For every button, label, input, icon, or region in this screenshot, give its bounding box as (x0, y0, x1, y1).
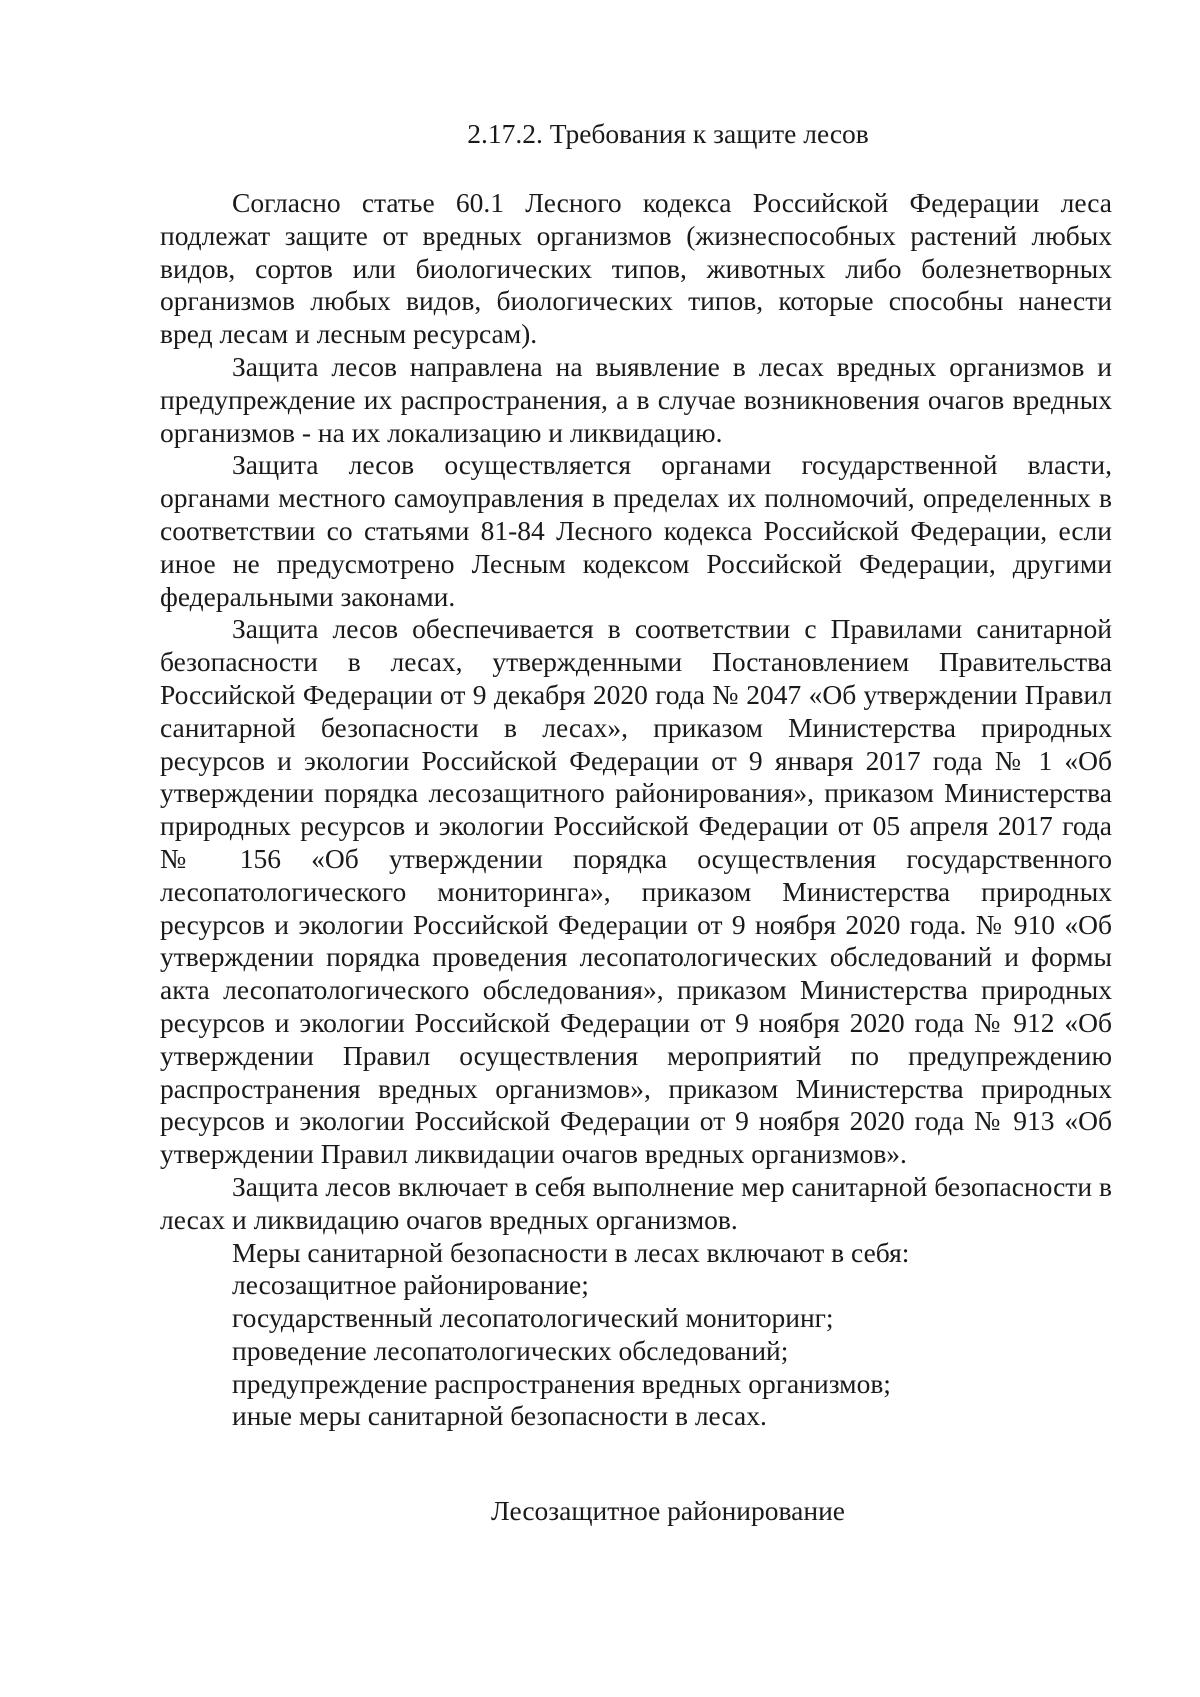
measures-list (160, 1237, 1112, 1434)
body-text (160, 187, 1112, 1433)
subsection-heading: Лесозащитное районирование (491, 1495, 845, 1526)
paragraph: Защита лесов обеспечивается в соответствии с Правилами санитарной безопасности в лесах, утвержденными Постановлением Правительства Российской Федерации от 9 декабря 2020 года № 2047 «Об утверждении Правил санитарной безопасности в лесах», приказом Министерства природных ресурсов и экологии Российской Федерации от 9 января 2017 года № 1 «Об утверждении порядка лесозащитного районирования», приказом Министерства природных ресурсов и экологии Российской Федерации от 05 апреля 2017 года № 156 «Об утверждении порядка осуществления государственного лесопатологического мониторинга», приказом Министерства природных ресурсов и экологии Российской Федерации от 9 ноября 2020 года. № 910 «Об утверждении порядка проведения лесопатологических обследований и формы акта лесопатологического обследования», приказом Министерства природных ресурсов и экологии Российской Федерации от 9 ноября 2020 года № 912 «Об утверждении Правил осуществления мероприятий по предупреждению распространения вредных организмов», приказом Министерства природных ресурсов и экологии Российской Федерации от 9 ноября 2020 года № 913 «Об утверждении Правил ликвидации очагов вредных организмов». (160, 613, 1112, 1170)
list-intro: Меры санитарной безопасности в лесах включают в себя: (232, 1236, 910, 1268)
list-item: иные меры санитарной безопасности в лесах. (232, 1400, 767, 1432)
paragraph: Защита лесов направлена на выявление в лесах вредных организмов и предупреждение их распространения, а в случае возникновения очагов вредных организмов - на их локализацию и ликвидацию. (160, 350, 1112, 448)
paragraph: Защита лесов включает в себя выполнение мер санитарной безопасности в лесах и ликвидацию очагов вредных организмов. (160, 1170, 1112, 1235)
list-item: проведение лесопатологических обследований; (232, 1334, 789, 1366)
paragraph: Согласно статье 60.1 Лесного кодекса Российской Федерации леса подлежат защите от вредных организмов (жизнеспособных растений любых видов, сортов или биологических типов, животных либо болезнетворных организмов любых видов, биологических типов, которые способны нанести вред лесам и лесным ресурсам). (160, 187, 1112, 350)
list-item: предупреждение распространения вредных организмов; (232, 1367, 891, 1399)
section-heading: 2.17.2. Требования к защите лесов (467, 118, 869, 149)
paragraph: Защита лесов осуществляется органами государственной власти, органами местного самоуправления в пределах их полномочий, определенных в соответствии со статьями 81-84 Лесного кодекса Российской Федерации, если иное не предусмотрено Лесным кодексом Российской Федерации, другими федеральными законами. (160, 449, 1112, 612)
list-item: лесозащитное районирование; (232, 1269, 589, 1301)
list-item: государственный лесопатологический мониторинг; (232, 1302, 834, 1334)
